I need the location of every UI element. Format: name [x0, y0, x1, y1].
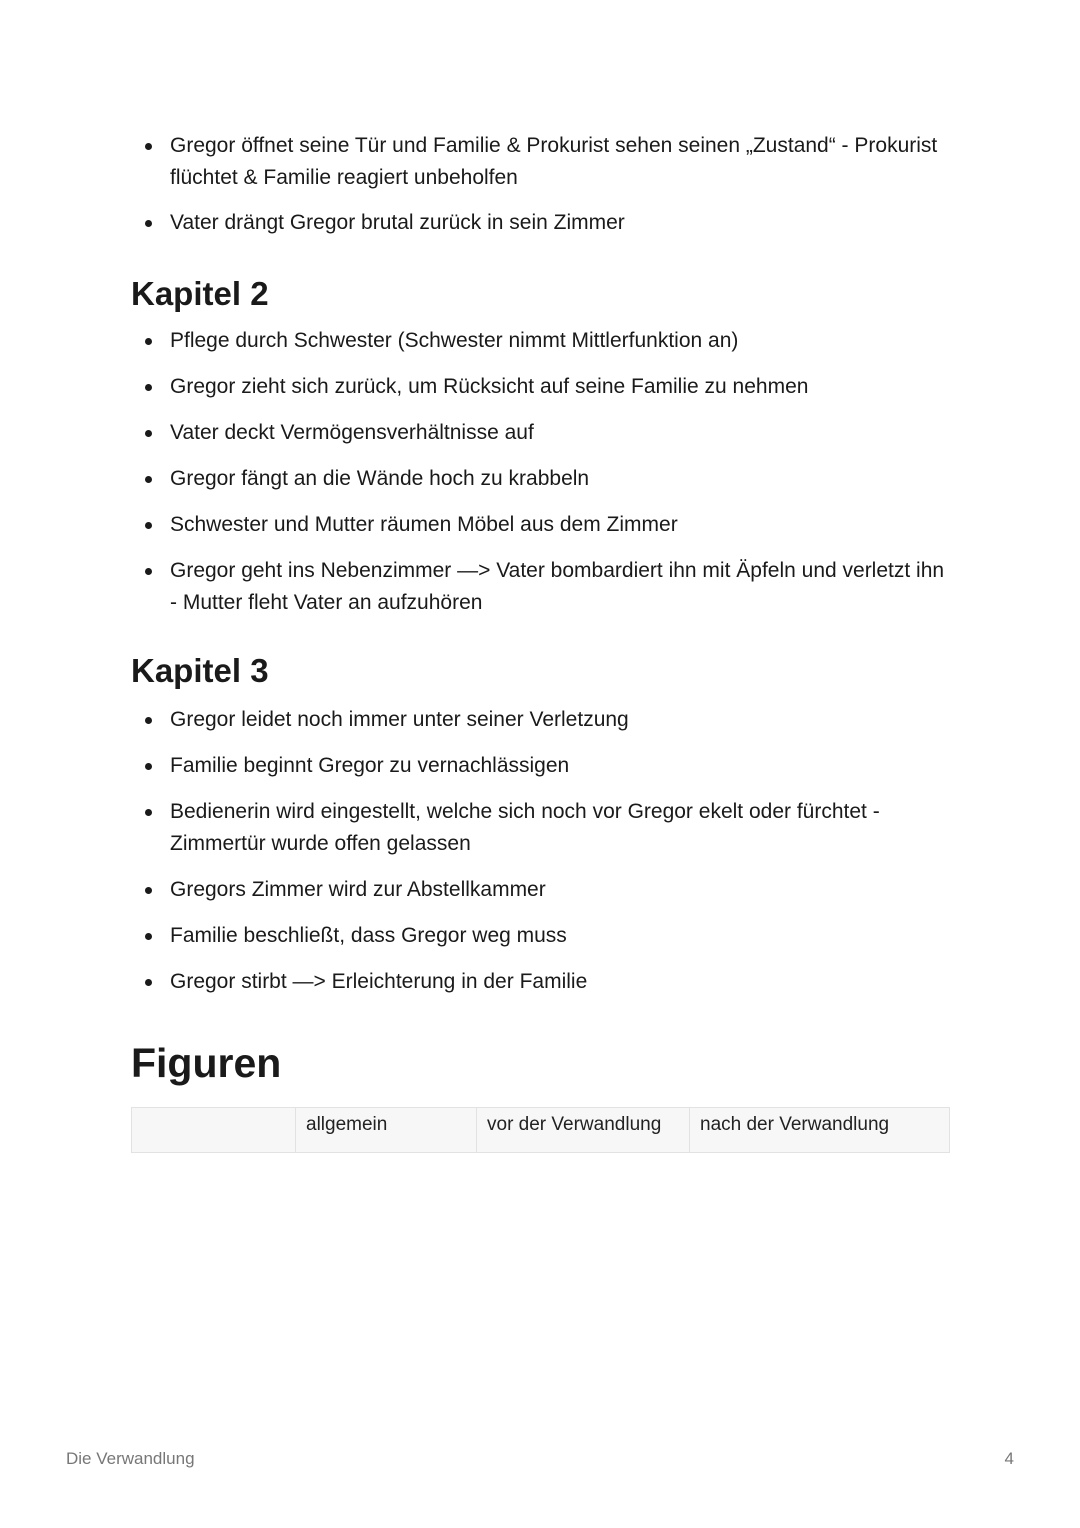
footer-page-number: 4 — [1004, 1449, 1014, 1468]
list-item: Bedienerin wird eingestellt, welche sich noch vor Gregor ekelt oder fürchtet - Zimmertür wurde offen gelassen — [0, 796, 1080, 860]
list-item: Familie beschließt, dass Gregor weg muss — [0, 920, 1080, 952]
bullet-icon — [145, 384, 152, 391]
table-header-row — [132, 1108, 950, 1153]
list-item: Vater deckt Vermögensverhältnisse auf — [0, 417, 1080, 449]
list-item: Gregor fängt an die Wände hoch zu krabbeln — [0, 463, 1080, 495]
kapitel-3-heading: Kapitel 3 — [131, 652, 269, 689]
bullet-icon — [145, 933, 152, 940]
list-item: Familie beginnt Gregor zu vernachlässigen — [0, 750, 1080, 782]
bullet-icon — [145, 338, 152, 345]
table-header-cell — [132, 1108, 296, 1153]
bullet-icon — [145, 887, 152, 894]
table-header-cell: vor der Verwandlung — [477, 1108, 690, 1153]
bullet-icon — [145, 522, 152, 529]
figuren-table — [131, 1107, 950, 1153]
bullet-icon — [145, 717, 152, 724]
bullet-icon — [145, 979, 152, 986]
list-item: Schwester und Mutter räumen Möbel aus dem Zimmer — [0, 509, 1080, 541]
kapitel-2-heading: Kapitel 2 — [131, 275, 269, 312]
kapitel-2-list — [0, 325, 1080, 633]
list-item: Gregor öffnet seine Tür und Familie & Prokurist sehen seinen „Zustand“ - Prokurist flüchtet & Familie reagiert unbeholfen — [0, 130, 1080, 194]
list-item: Gregors Zimmer wird zur Abstellkammer — [0, 874, 1080, 906]
bullet-icon — [145, 476, 152, 483]
list-item: Vater drängt Gregor brutal zurück in sein Zimmer — [0, 207, 1080, 239]
list-item: Pflege durch Schwester (Schwester nimmt Mittlerfunktion an) — [0, 325, 1080, 357]
list-item: Gregor zieht sich zurück, um Rücksicht auf seine Familie zu nehmen — [0, 371, 1080, 403]
intro-list — [0, 130, 1080, 239]
bullet-icon — [145, 568, 152, 575]
list-item: Gregor leidet noch immer unter seiner Verletzung — [0, 704, 1080, 736]
bullet-icon — [145, 220, 152, 227]
table-header-cell: nach der Verwandlung — [690, 1108, 950, 1153]
bullet-icon — [145, 143, 152, 150]
kapitel-3-list — [0, 704, 1080, 1012]
bullet-icon — [145, 809, 152, 816]
table-header-cell: allgemein — [296, 1108, 477, 1153]
bullet-icon — [145, 763, 152, 770]
footer-doc-title: Die Verwandlung — [66, 1449, 195, 1468]
list-item: Gregor geht ins Nebenzimmer —> Vater bombardiert ihn mit Äpfeln und verletzt ihn - Mutter fleht Vater an aufzuhören — [0, 555, 1080, 619]
list-item: Gregor stirbt —> Erleichterung in der Familie — [0, 966, 1080, 998]
figuren-heading: Figuren — [131, 1040, 282, 1086]
bullet-icon — [145, 430, 152, 437]
